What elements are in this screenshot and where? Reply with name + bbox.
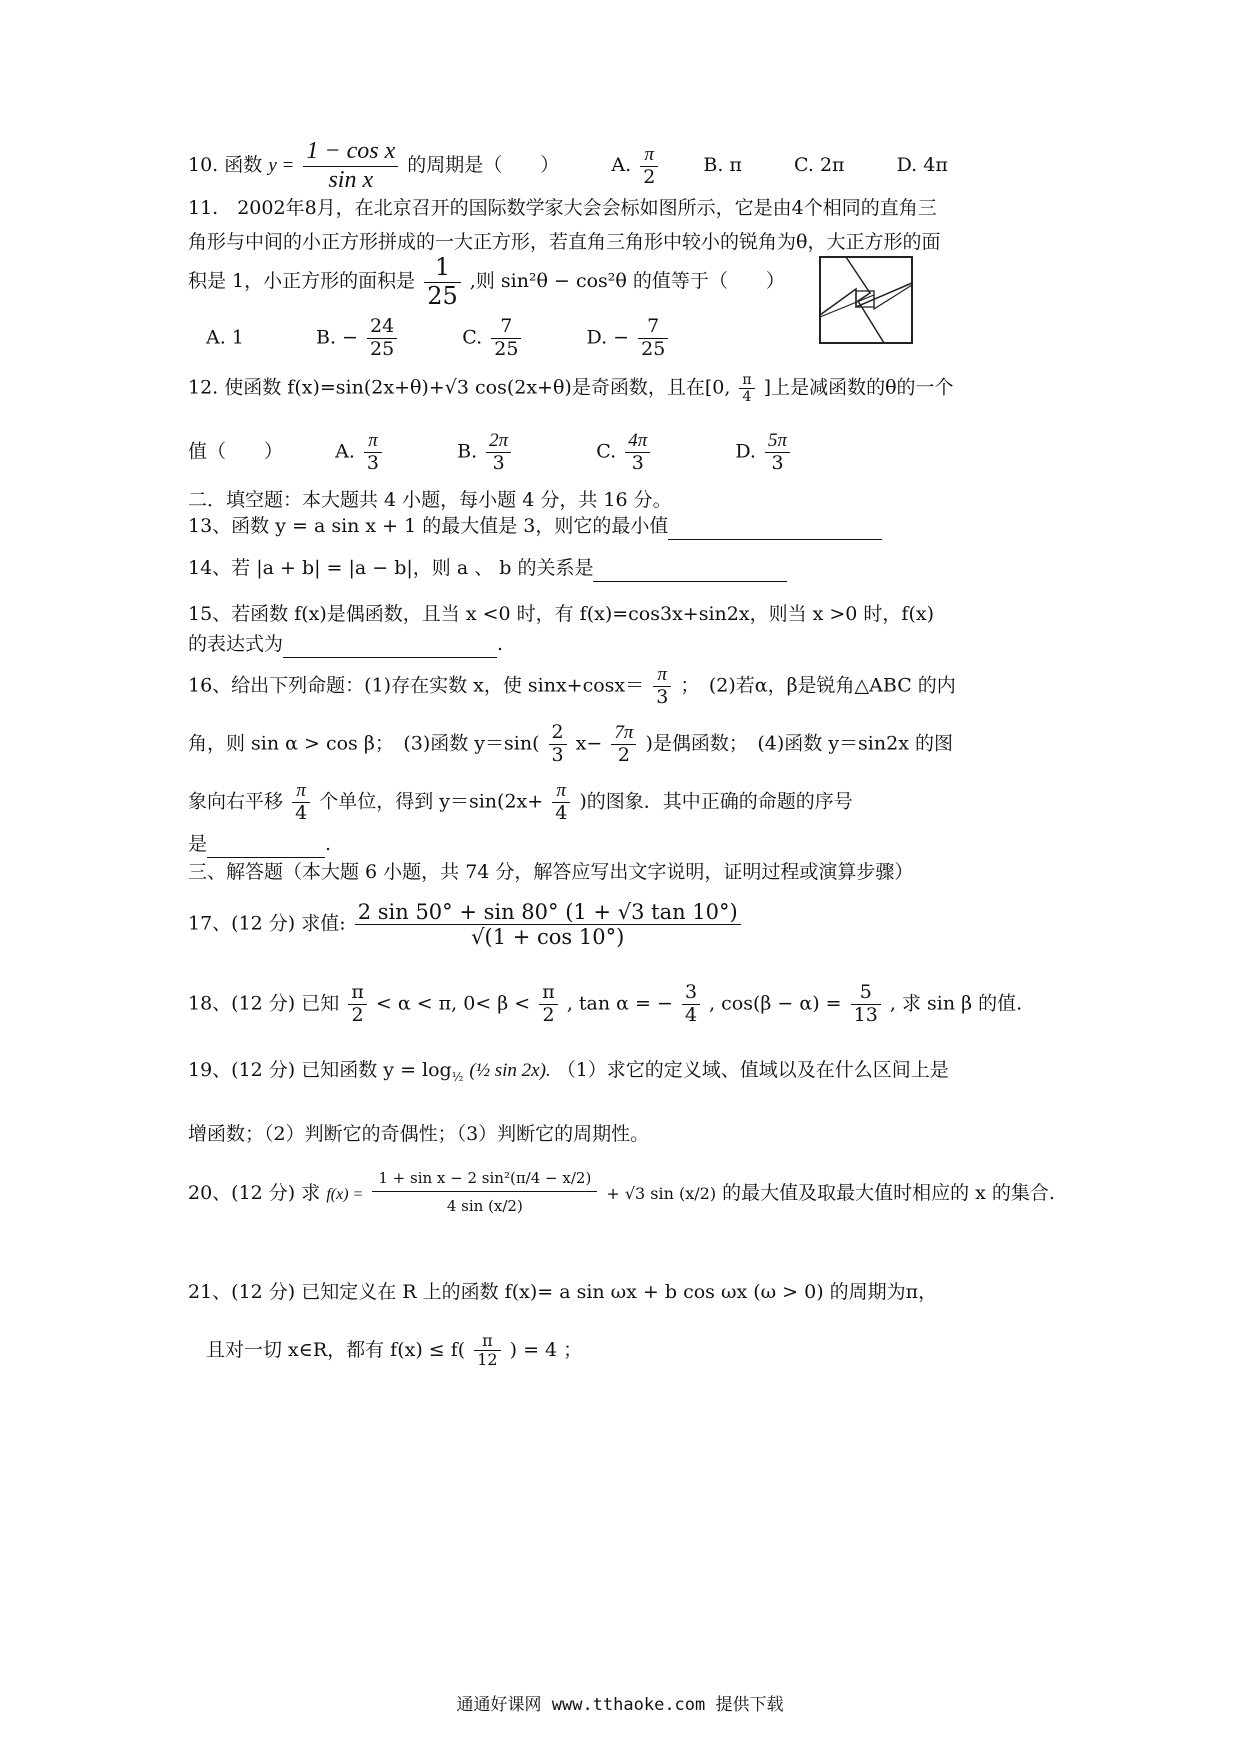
q12-optd-den: 3 (771, 451, 784, 474)
q12-int-num: π (739, 372, 754, 389)
q18-d: , cos(β − α) = (709, 992, 842, 1015)
q11-line2: 角形与中间的小正方形拼成的一大正方形，若直角三角形中较小的锐角为θ，大正方形的面 (188, 231, 941, 253)
q12-optd-frac (765, 430, 790, 475)
q20-fx: f(x) = (326, 1185, 364, 1203)
q10-option-a-frac (640, 144, 658, 189)
page-footer: 通通好课网 www.tthaoke.com 提供下载 (456, 1695, 784, 1715)
q16-line3-c: )的图象．其中正确的命题的序号 (579, 790, 853, 813)
q20-den: 4 sin (x/2) (446, 1197, 523, 1216)
q12-line2 (188, 430, 793, 475)
q11-optd-frac (638, 316, 668, 361)
q10-label: 10. 函数 (188, 154, 263, 177)
q11-optc-num: 7 (491, 316, 521, 339)
q11-option-d: D. − (586, 326, 630, 349)
q16-line1-b: ； (2)若α，β是锐角△ABC 的内 (680, 674, 956, 697)
q10-denominator: sin x (328, 166, 374, 193)
question-14 (188, 556, 787, 582)
q11-line3-b: ,则 sin²θ − cos²θ 的值等于（ ） (469, 270, 785, 293)
q15-line2 (188, 632, 503, 658)
q11-optc-den: 25 (494, 337, 519, 360)
q19-line2: 增函数；（2）判断它的奇偶性；（3）判断它的周期性。 (188, 1123, 650, 1145)
q12-int-den: 4 (742, 389, 752, 406)
q10-option-a: A. (611, 154, 632, 177)
q18-f3-den: 4 (684, 1003, 698, 1026)
q20-a: 20、(12 分) 求 (188, 1181, 321, 1204)
question-17 (188, 900, 744, 949)
q12-opta-frac (364, 430, 382, 475)
q12-optd-num: 5π (765, 430, 790, 453)
q13-answer-blank[interactable] (668, 514, 882, 540)
q16-f4-den: 4 (295, 801, 308, 824)
congress-logo-figure (818, 255, 914, 345)
q16-line2 (188, 722, 953, 767)
q16-line3-a: 象向右平移 (188, 790, 284, 813)
q10-numerator: 1 − cos x (303, 138, 398, 167)
q16-line3 (188, 780, 853, 825)
question-20 (188, 1166, 1055, 1222)
q19-b: (½ sin 2x). (469, 1060, 551, 1081)
question-10 (188, 138, 948, 194)
q19-c: （1）求它的定义域、值域以及在什么区间上是 (556, 1059, 949, 1081)
q16-dot: . (325, 833, 332, 855)
q11-optc-frac (491, 316, 521, 361)
q17-num: 2 sin 50° + sin 80° (1 + √3 tan 10°) (355, 900, 741, 925)
q17-label: 17、(12 分) 求值: (188, 912, 346, 935)
q18-f4-num: 5 (851, 982, 881, 1005)
q20-fraction (372, 1166, 597, 1222)
q13-text: 13、函数 y = a sin x + 1 的最大值是 3，则它的最小值 (188, 515, 669, 537)
q16-line3-b: 个单位，得到 y＝sin(2x+ (319, 790, 544, 813)
question-18 (188, 982, 1022, 1027)
q16-line4-text: 是 (188, 833, 208, 855)
q11-frac-num: 1 (424, 254, 461, 283)
q14-text-b: a 、 b 的关系是 (456, 557, 594, 579)
q12-optb-frac (486, 430, 511, 475)
q19-a: 19、(12 分) 已知函数 y = log (188, 1059, 452, 1081)
q16-frac1 (653, 664, 671, 709)
q11-frac (424, 254, 461, 310)
q12-optb-num: 2π (486, 430, 511, 453)
q20-b: + √3 sin (x/2) (606, 1183, 717, 1203)
q18-f2-den: 2 (542, 1003, 555, 1026)
q16-line2-b: x− (575, 732, 603, 755)
q21-line2-a: 且对一切 x∈R，都有 f(x) ≤ f( (206, 1338, 466, 1361)
q16-f5-num: π (552, 780, 570, 803)
q18-frac1 (348, 982, 367, 1027)
q11-options (206, 316, 671, 361)
q16-line2-a: 角，则 sin α > cos β； (3)函数 y＝sin( (188, 732, 540, 755)
q12-option-c: C. (596, 440, 617, 463)
q12-opta-num: π (364, 430, 382, 453)
q12-optc-num: 4π (625, 430, 650, 453)
q16-f4-num: π (292, 780, 310, 803)
q16-line1-a: 16、给出下列命题：(1)存在实数 x，使 sinx+cosx＝ (188, 674, 645, 697)
q18-frac4 (851, 982, 881, 1027)
q16-line4 (188, 832, 331, 858)
q11-option-a: A. 1 (206, 326, 244, 349)
q15-line2-text: 的表达式为 (188, 633, 284, 655)
q10-y: y = (268, 155, 295, 177)
q18-c: , tan α = − (566, 992, 673, 1015)
q21-line1: 21、(12 分) 已知定义在 R 上的函数 f(x)= a sin ωx + b cos ωx (ω > 0) 的周期为π， (188, 1281, 938, 1303)
q18-f1-num: π (348, 982, 367, 1005)
q21-f-num: π (474, 1332, 500, 1351)
q18-a: 18、(12 分) 已知 (188, 992, 340, 1015)
question-13 (188, 514, 882, 540)
q21-frac (474, 1332, 500, 1370)
q16-f1-den: 3 (656, 685, 669, 708)
q12-option-d: D. (735, 440, 756, 463)
q18-f1-den: 2 (351, 1003, 364, 1026)
q16-f3-num: 7π (611, 722, 636, 745)
q16-f5-den: 4 (555, 801, 568, 824)
q12-optc-den: 3 (631, 451, 644, 474)
q11-optb-den: 25 (370, 337, 395, 360)
q16-answer-blank[interactable] (207, 832, 325, 858)
q16-frac4 (292, 780, 310, 825)
q20-num: 1 + sin x − 2 sin²(π/4 − x/2) (372, 1166, 597, 1192)
section-2-heading: 二．填空题：本大题共 4 小题，每小题 4 分，共 16 分。 (188, 489, 672, 511)
q12-optc-frac (625, 430, 650, 475)
q16-frac2 (549, 722, 567, 767)
q10-fraction (303, 138, 398, 194)
q14-text-a: 14、若 |a + b| = |a − b|，则 (188, 557, 451, 579)
q12-line1-b: ]上是减函数的θ的一个 (763, 376, 954, 399)
q12-opta-den: 3 (366, 451, 380, 474)
q16-f1-num: π (653, 664, 671, 687)
q21-line2-b: ) = 4 ； (509, 1338, 583, 1361)
q18-f4-den: 13 (853, 1003, 878, 1026)
q10-option-c: C. 2π (794, 154, 845, 177)
q18-frac3 (682, 982, 700, 1027)
q16-f3-den: 2 (617, 743, 630, 766)
q15-answer-blank[interactable] (283, 632, 497, 658)
q17-fraction (355, 900, 741, 949)
q15-dot: . (497, 633, 504, 655)
q10-option-b: B. π (703, 154, 742, 177)
q10-opta-den: 2 (643, 165, 656, 188)
q18-f2-num: π (539, 982, 558, 1005)
q12-optb-den: 3 (492, 451, 505, 474)
q10-option-d: D. 4π (896, 154, 948, 177)
q11-optd-num: 7 (638, 316, 668, 339)
q12-line2-text: 值（ ） (188, 440, 284, 463)
q11-optb-num: 24 (367, 316, 397, 339)
q11-option-b: B. − (315, 326, 358, 349)
q14-answer-blank[interactable] (593, 556, 787, 582)
q18-f3-num: 3 (682, 982, 700, 1005)
q11-optb-frac (367, 316, 397, 361)
q11-line1: 11. 2002年8月，在北京召开的国际数学家大会会标如图所示，它是由4个相同的直角三 (188, 197, 937, 219)
q18-e: , 求 sin β 的值. (889, 992, 1023, 1015)
q11-optd-den: 25 (641, 337, 666, 360)
q18-frac2 (539, 982, 558, 1027)
q10-tail: 的周期是（ ） (407, 154, 560, 177)
q17-den: √(1 + cos 10°) (471, 925, 625, 950)
q21-f-den: 12 (477, 1350, 498, 1370)
q10-opta-num: π (640, 144, 658, 167)
q11-line3 (188, 254, 785, 310)
q11-option-c: C. (462, 326, 483, 349)
q20-c: 的最大值及取最大值时相应的 x 的集合. (722, 1181, 1055, 1204)
q16-frac5 (552, 780, 570, 825)
q19-line1 (188, 1058, 949, 1085)
q12-line1 (188, 372, 954, 405)
q16-line1 (188, 664, 956, 709)
q21-line2 (206, 1332, 582, 1370)
q18-b: < α < π, 0< β < (375, 992, 531, 1015)
q15-line1: 15、若函数 f(x)是偶函数，且当 x <0 时，有 f(x)=cos3x+sin2x，则当 x >0 时，f(x) (188, 603, 935, 625)
q16-f2-den: 3 (551, 743, 564, 766)
q12-option-a: A. (335, 440, 355, 463)
q12-interval-frac (739, 372, 754, 405)
q16-frac3 (611, 722, 636, 767)
section-3-heading: 三、解答题（本大题 6 小题，共 74 分，解答应写出文字说明，证明过程或演算步骤） (188, 861, 914, 883)
q16-line2-c: )是偶函数； (4)函数 y＝sin2x 的图 (645, 732, 953, 755)
q19-log-base: ½ (451, 1069, 464, 1084)
q11-frac-den: 25 (427, 281, 458, 310)
q12-line1-a: 12. 使函数 f(x)=sin(2x+θ)+√3 cos(2x+θ)是奇函数，且在[0, (188, 376, 731, 399)
q12-option-b: B. (457, 440, 478, 463)
q16-f2-num: 2 (549, 722, 567, 745)
q11-line3-a: 积是 1，小正方形的面积是 (188, 270, 416, 293)
